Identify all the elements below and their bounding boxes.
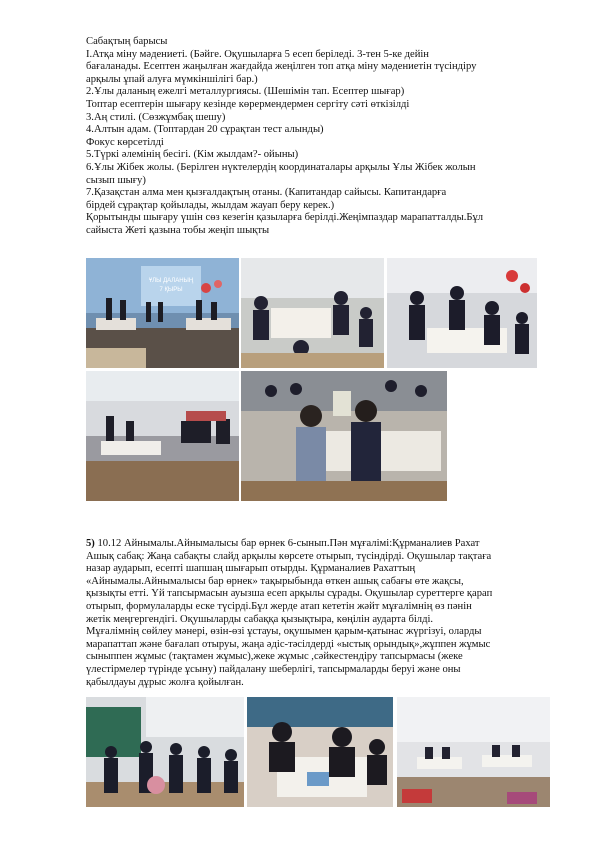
section-1-line: бірдей сұрақтар қойылады, жылдам жауап беру керек.) bbox=[86, 199, 335, 211]
section-1-line: 7.Қазақстан алма мен қызғалдақтың отаны. (Капитандар сайысы. Капитандарға bbox=[86, 187, 447, 199]
section-1-line: бағаланады. Есептен жаңылған жағдайда жеңілген топ атқа міну мәдениетін түсіндіру bbox=[86, 61, 477, 73]
section-number: 5) bbox=[86, 538, 95, 549]
section-1-line: 5.Түркі әлемінің бесігі. (Кім жылдам?- ойыны) bbox=[86, 149, 299, 161]
section-2-line: қабылдауы дұрыс жолға қойылған. bbox=[86, 676, 244, 688]
section-2-line: марапаттап және бағалап отыруы, жаңа әдіс-тәсілдерді «ыстық орындық»,жұппен жұмыс bbox=[86, 638, 491, 650]
banner-text-line-1: ҰЛЫ ДАЛАНЫҢ bbox=[148, 278, 194, 284]
section-2-line: отырып, формулаларды еске түсірді.Бұл жерде атап кететін жәйт мұғалімнің өз пәнін bbox=[86, 600, 472, 612]
section-2-line: қызықты етті. Үй тапсырмасын ауызша есеп арқылы сұрады. Оқушылар суреттерге қарап bbox=[86, 588, 493, 600]
section-2-line: сыныппен жұмыс (тақтамен жұмыс),жеке жұмыс ,сәйкестендіру тапсырмасы (жеке bbox=[86, 651, 463, 663]
photo-stage-banner bbox=[86, 258, 239, 368]
photo-award bbox=[241, 371, 447, 501]
section-1-line: Фокус көрсетілді bbox=[86, 136, 164, 148]
section-2-heading-line bbox=[86, 538, 546, 551]
section-1-line: Қорытынды шығару үшін сөз кезегін қазыларға берілді.Жеңімпаздар марапатталды.Бұл bbox=[86, 212, 484, 224]
photo-group-work-1 bbox=[241, 258, 384, 368]
section-1-text bbox=[86, 36, 546, 238]
photo-lesson-board bbox=[86, 697, 244, 807]
section-1-line: І.Атқа міну мәдениеті. (Бәйге. Оқушыларға 5 есеп беріледі. 3-тен 5-ке дейін bbox=[86, 48, 429, 60]
section-1-line: арқылы ұпай алуға мүмкіншілігі бар.) bbox=[86, 73, 258, 85]
photo-students-desk bbox=[247, 697, 393, 807]
section-2-line: үлестірмелер түрінде ұсыну) пайдалану шеберлігі, тапсырмаларды беруі және оны bbox=[86, 663, 461, 675]
section-1-line: 6.Ұлы Жібек жолы. (Берілген нүктелердің координаталары арқылы Ұлы Жібек жолын bbox=[86, 161, 476, 173]
section-1-line: 4.Алтын адам. (Топтардан 20 сұрақтан тест алынды) bbox=[86, 124, 324, 136]
section-1-line: 3.Аң стилі. (Сөзжұмбақ шешу) bbox=[86, 111, 226, 123]
section-1-line: сайыста Жеті қазына тобы жеңіп шықты bbox=[86, 224, 270, 236]
section-1-line: 2.Ұлы даланың ежелгі металлургиясы. (Шешімін тап. Есептер шығар) bbox=[86, 86, 405, 98]
section-2-line: назар аударып, есепті шапшаң шығарып отырды. Құрманалиев Рахаттың bbox=[86, 563, 416, 575]
section-1-line: сызып шығу) bbox=[86, 174, 146, 186]
section-2-line: жетік меңгергендігі. Оқушыларды сабаққа қызықтыра, көңілін аударта білді. bbox=[86, 613, 434, 625]
section-2-line: Ашық сабақ: Жаңа сабақты слайд арқылы көрсете отырып, түсіндірді. Оқушылар тақтаға bbox=[86, 550, 492, 562]
banner-text-line-2: 7 ҚЫРЫ bbox=[159, 287, 183, 293]
photo-classroom bbox=[86, 371, 239, 501]
section-2-line: «Айнымалы.Айнымалысы бар өрнек» тақырыбында өткен ашық сабағы өте жақсы, bbox=[86, 575, 464, 587]
section-1-line: Топтар есептерін шығару кезінде көрермендермен сергіту сәті өткізілді bbox=[86, 98, 410, 110]
section-1-line: Сабақтың барысы bbox=[86, 36, 168, 47]
section-2-line: 10.12 Айнымалы.Айнымалысы бар өрнек 6-сынып.Пән мұғалімі:Құрманалиев Рахат bbox=[94, 538, 480, 549]
photo-classroom-wide bbox=[397, 697, 550, 807]
section-2-line: Мұғалімнің сөйлеу мәнері, өзін-өзі ұстауы, оқушымен қарым-қатынас жүргізуі, оларды bbox=[86, 626, 482, 638]
photo-group-work-2 bbox=[387, 258, 537, 368]
section-2-text bbox=[86, 538, 546, 689]
